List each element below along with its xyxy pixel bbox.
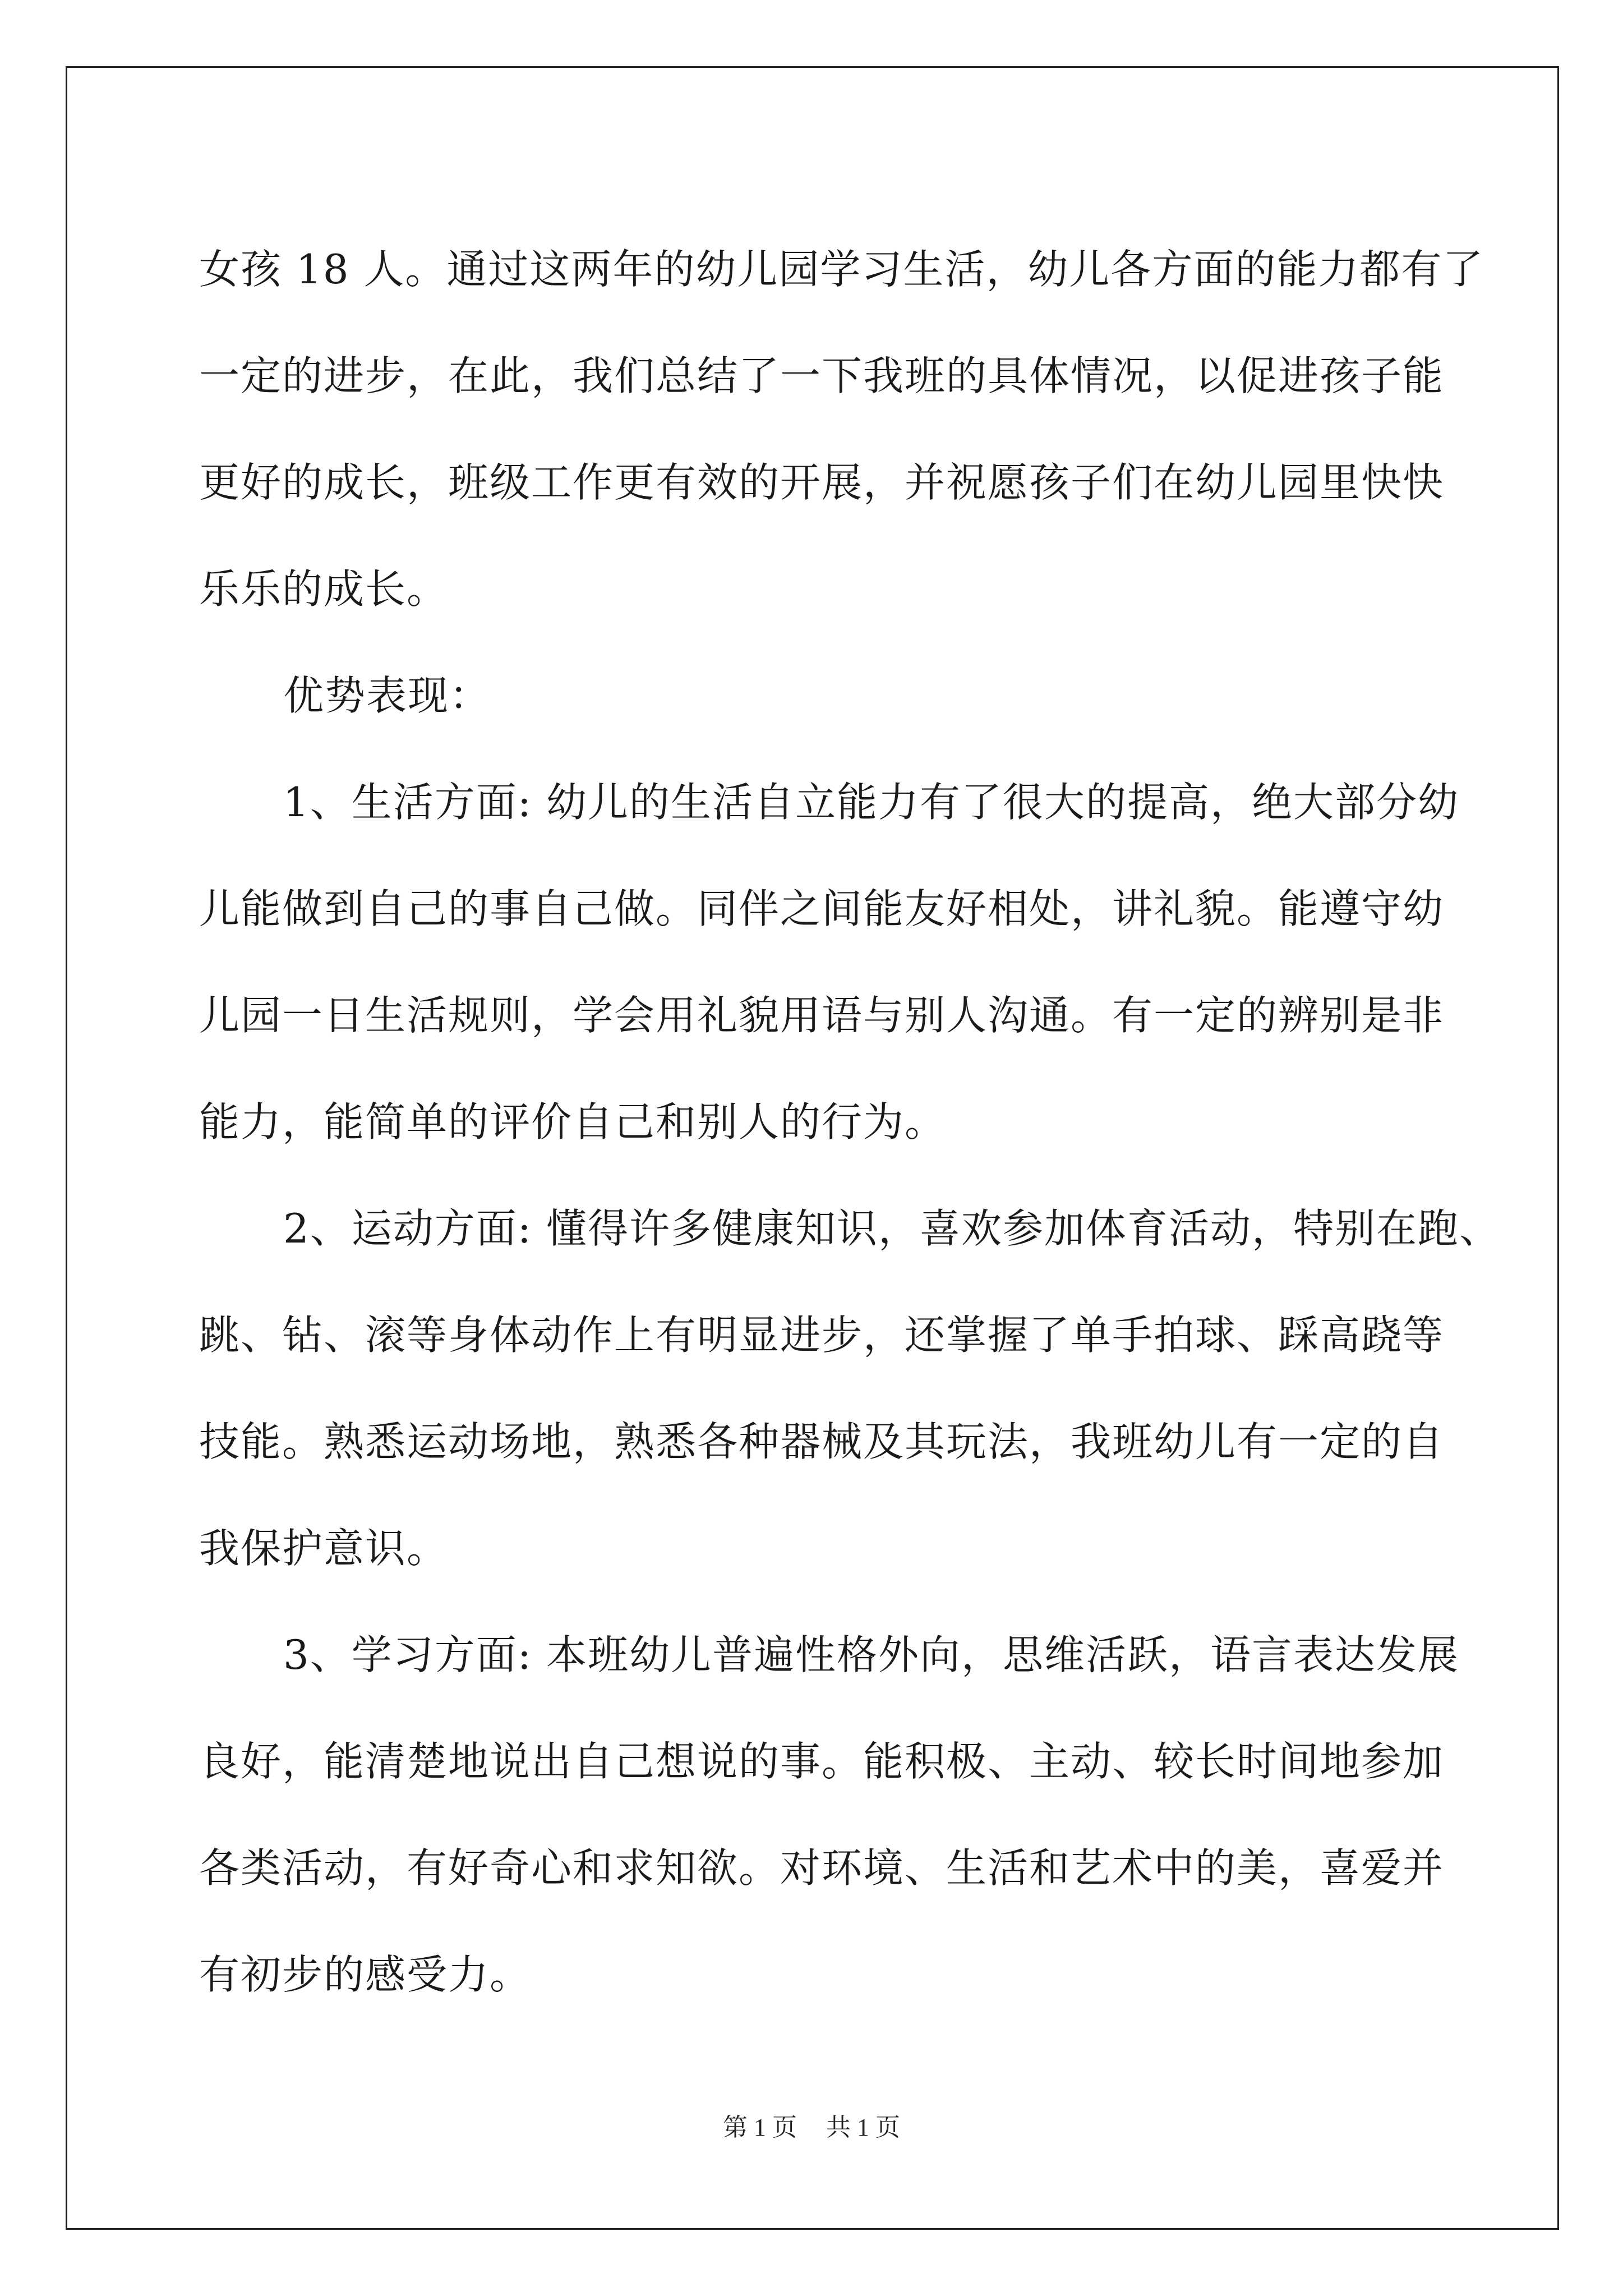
text-line: 3、学习方面: 本班幼儿普遍性格外向，思维活跃，语言表达发展 (283, 1631, 1459, 1678)
text-line: 技能。熟悉运动场地，熟悉各种器械及其玩法，我班幼儿有一定的自 (199, 1418, 1445, 1465)
document-body (199, 216, 1501, 2028)
page-total: 共 1 页 (826, 2114, 900, 2141)
text-line: 有初步的感受力。 (199, 1951, 532, 1998)
text-line: 儿园一日生活规则，学会用礼貌用语与别人沟通。有一定的辨别是非 (199, 992, 1445, 1039)
paragraph-sports (199, 1175, 1501, 1602)
text-line: 更好的成长，班级工作更有效的开展，并祝愿孩子们在幼儿园里快快 (199, 459, 1445, 506)
text-line: 良好，能清楚地说出自己想说的事。能积极、主动、较长时间地参加 (199, 1738, 1445, 1785)
text-line: 优势表现： (283, 672, 491, 719)
text-line: 2、运动方面: 懂得许多健康知识，喜欢参加体育活动，特别在跑、 (283, 1205, 1501, 1252)
page-number: 第 1 页 (723, 2114, 797, 2141)
paragraph-learning (199, 1602, 1459, 2028)
text-line: 各类活动，有好奇心和求知欲。对环境、生活和艺术中的美，喜爱并 (199, 1844, 1445, 1892)
paragraph-life (199, 749, 1459, 1175)
text-line: 1、生活方面: 幼儿的生活自立能力有了很大的提高，绝大部分幼 (283, 779, 1459, 826)
text-line: 儿能做到自己的事自己做。同伴之间能友好相处，讲礼貌。能遵守幼 (199, 885, 1445, 932)
text-line: 我保护意识。 (199, 1525, 449, 1572)
text-line: 女孩 18 人。通过这两年的幼儿园学习生活，幼儿各方面的能力都有了 (199, 246, 1484, 293)
page-footer (0, 2107, 1623, 2143)
section-heading-advantages (199, 642, 1427, 749)
text-line: 跳、钻、滚等身体动作上有明显进步，还掌握了单手拍球、踩高跷等 (199, 1312, 1445, 1359)
paragraph-intro (199, 216, 1484, 642)
text-line: 能力，能简单的评价自己和别人的行为。 (199, 1098, 947, 1145)
text-line: 乐乐的成长。 (199, 565, 449, 613)
text-line: 一定的进步，在此，我们总结了一下我班的具体情况，以促进孩子能 (199, 352, 1445, 399)
